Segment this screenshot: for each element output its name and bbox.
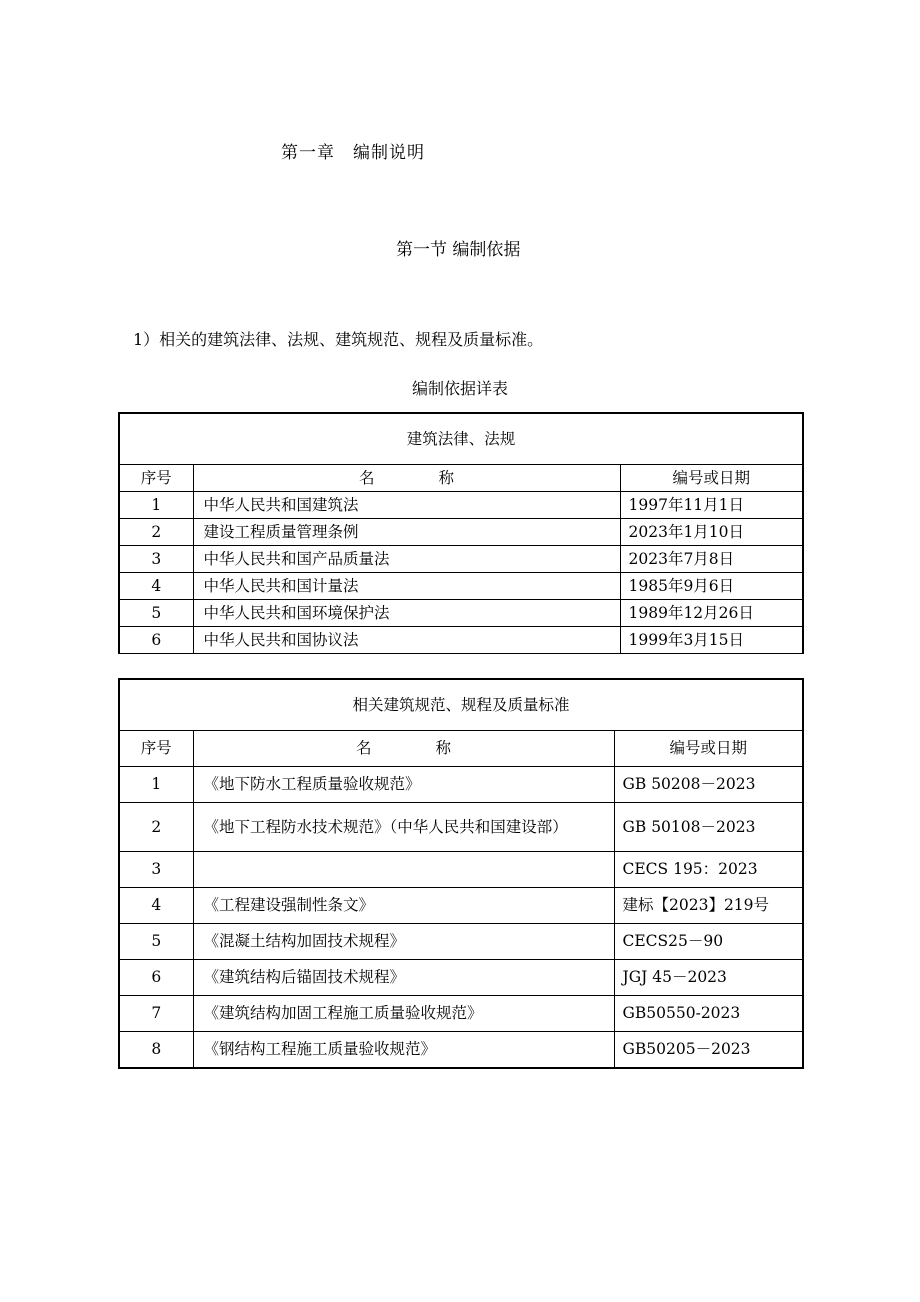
row-no: 1 [119, 492, 193, 519]
table-row [119, 627, 803, 654]
row-code: 1997年11月1日 [620, 492, 803, 519]
header-no: 序号 [119, 465, 193, 492]
header-name-b: 称 [435, 739, 452, 758]
header-code: 编号或日期 [614, 731, 803, 767]
row-no: 2 [119, 803, 193, 852]
row-code: GB 50108－2023 [614, 803, 803, 852]
row-name: 中华人民共和国环境保护法 [193, 600, 620, 627]
row-code: 建标【2023】219号 [614, 888, 803, 924]
table-row [119, 767, 803, 803]
section-title: 第一节 编制依据 [396, 240, 521, 260]
row-name: 中华人民共和国协议法 [193, 627, 620, 654]
row-name [193, 852, 614, 888]
row-code: GB 50208－2023 [614, 767, 803, 803]
header-name-a: 名 [355, 739, 372, 758]
row-code: CECS25－90 [614, 924, 803, 960]
row-no: 3 [119, 546, 193, 573]
row-name: 中华人民共和国产品质量法 [193, 546, 620, 573]
standards-table-header-row [119, 731, 803, 767]
laws-table-title-row [119, 413, 803, 465]
row-no: 4 [119, 888, 193, 924]
row-no: 1 [119, 767, 193, 803]
row-name: 《地下工程防水技术规范》（中华人民共和国建设部） [193, 803, 614, 852]
table-caption: 编制依据详表 [411, 379, 508, 398]
row-name: 《工程建设强制性条文》 [193, 888, 614, 924]
row-no: 5 [119, 600, 193, 627]
standards-table-title: 相关建筑规范、规程及质量标准 [119, 679, 803, 731]
row-no: 4 [119, 573, 193, 600]
row-name: 《建筑结构后锚固技术规程》 [193, 960, 614, 996]
row-name: 建设工程质量管理条例 [193, 519, 620, 546]
laws-table-title: 建筑法律、法规 [119, 413, 803, 465]
row-code: 1989年12月26日 [620, 600, 803, 627]
row-no: 7 [119, 996, 193, 1032]
row-name: 《混凝土结构加固技术规程》 [193, 924, 614, 960]
standards-table [118, 678, 804, 1069]
row-code: JGJ 45－2023 [614, 960, 803, 996]
row-no: 5 [119, 924, 193, 960]
row-name: 《建筑结构加固工程施工质量验收规范》 [193, 996, 614, 1032]
chapter-number: 第一章 [281, 143, 335, 163]
table-row [119, 996, 803, 1032]
table-row [119, 960, 803, 996]
basis-item: 1）相关的建筑法律、法规、建筑规范、规程及质量标准。 [133, 330, 544, 349]
laws-table-header-row [119, 465, 803, 492]
row-no: 8 [119, 1032, 193, 1069]
row-code: 1999年3月15日 [620, 627, 803, 654]
row-name: 《地下防水工程质量验收规范》 [193, 767, 614, 803]
laws-table [118, 412, 804, 654]
row-code: 2023年7月8日 [620, 546, 803, 573]
row-no: 6 [119, 960, 193, 996]
row-code: 2023年1月10日 [620, 519, 803, 546]
header-name [193, 465, 620, 492]
row-no: 2 [119, 519, 193, 546]
row-name: 中华人民共和国计量法 [193, 573, 620, 600]
row-code: GB50205－2023 [614, 1032, 803, 1069]
table-row [119, 573, 803, 600]
row-name: 中华人民共和国建筑法 [193, 492, 620, 519]
header-no: 序号 [119, 731, 193, 767]
table-row [119, 924, 803, 960]
table-row [119, 519, 803, 546]
table-row [119, 600, 803, 627]
table-row [119, 852, 803, 888]
header-name-a: 名 [358, 468, 375, 487]
header-name-b: 称 [438, 468, 455, 487]
row-no: 6 [119, 627, 193, 654]
standards-table-title-row [119, 679, 803, 731]
table-row [119, 803, 803, 852]
row-name: 《钢结构工程施工质量验收规范》 [193, 1032, 614, 1069]
table-row [119, 1032, 803, 1069]
table-row [119, 492, 803, 519]
table-row [119, 546, 803, 573]
row-no: 3 [119, 852, 193, 888]
header-name [193, 731, 614, 767]
chapter-name: 编制说明 [353, 143, 425, 163]
header-code: 编号或日期 [620, 465, 803, 492]
row-code: GB50550-2023 [614, 996, 803, 1032]
row-code: CECS 195：2023 [614, 852, 803, 888]
chapter-title [281, 138, 425, 163]
row-code: 1985年9月6日 [620, 573, 803, 600]
table-row [119, 888, 803, 924]
